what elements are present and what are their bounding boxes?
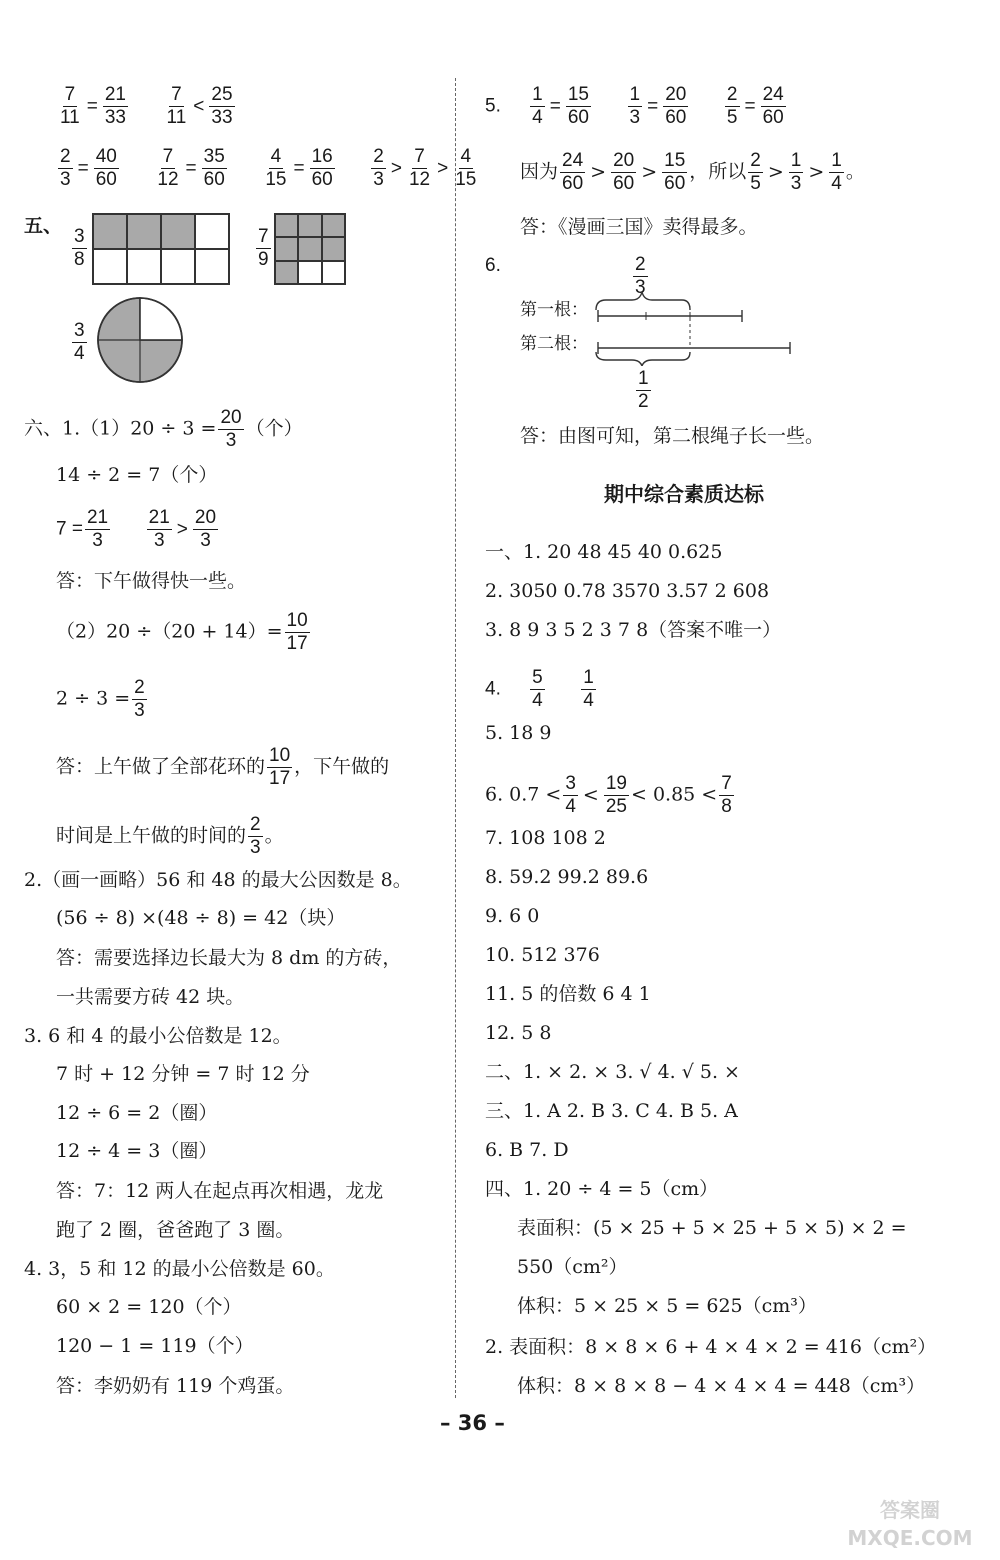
r-rest-line: 8. 59.2 99.2 89.6: [485, 866, 649, 888]
circle-3-of-4-figure: [96, 296, 184, 384]
r-q6-answer: 答：由图可知，第二根绳子长一些。: [520, 425, 825, 447]
six-q1-part2: （2）20 ÷（20 + 14）= $\frac{10}{17}$: [56, 610, 308, 654]
r-rest-line: 12. 5 8: [485, 1022, 552, 1044]
fraction-line-2: $\frac{2}{3}$ = $\frac{40}{60}$ $\frac{7}{12}$ = $\frac{35}{60}$ $\frac{4}{15}$ = $\frac{16}{60}$ $\frac{2}{3}$ > $\frac{7}{12}$ > $\frac{4}{15}$: [60, 146, 477, 190]
r-item: 一、1. 20 48 45 40 0.625: [485, 541, 723, 563]
q3-line: 12 ÷ 4 = 3（圈）: [56, 1140, 218, 1162]
r-item-5: 5. 18 9: [485, 722, 552, 744]
r-item: 3. 8 9 3 5 2 3 7 8（答案不唯一）: [485, 619, 782, 641]
q3-line: 跑了 2 圈，爸爸跑了 3 圈。: [56, 1219, 295, 1241]
six-answer-2a: 答：上午做了全部花环的 $\frac{10}{17}$ ，下午做的: [56, 745, 390, 789]
r-rest-line: 2. 表面积：8 × 8 × 6 + 4 × 4 × 2 = 416（cm²）: [485, 1336, 937, 1358]
circle-fraction-label: $\frac{3}{4}$: [74, 320, 85, 364]
grid-7-of-9-figure: [274, 213, 346, 285]
r-rest-line: 550（cm²）: [517, 1256, 628, 1278]
q2-line: 答：需要选择边长最大为 8 dm 的方砖，: [56, 947, 402, 969]
q4-line: 4. 3，5 和 12 的最小公倍数是 60。: [24, 1258, 335, 1280]
fraction-line-1: $\frac{7}{11}$ = $\frac{21}{33}$ $\frac{7}{11}$ < $\frac{25}{33}$: [60, 84, 233, 128]
six-q1-part1: 六、1.（1）20 ÷ 3 = $\frac{20}{3}$ （个）: [24, 407, 303, 451]
r-rest-line: 三、1. A 2. B 3. C 4. B 5. A: [485, 1100, 738, 1122]
r-item-4: 4. $\frac{5}{4}$ $\frac{1}{4}$: [485, 667, 594, 711]
six-answer-1: 答：下午做得快一些。: [56, 570, 247, 592]
rect-fraction-label: $\frac{3}{8}$: [74, 226, 85, 270]
rope-1-label: 第一根：: [520, 300, 588, 320]
rope-bottom-fraction: $\frac{1}{2}$: [638, 368, 649, 412]
q3-line: 12 ÷ 6 = 2（圈）: [56, 1102, 218, 1124]
r-q6-label: 6.: [485, 255, 501, 276]
r-rest-line: 四、1. 20 ÷ 4 = 5（cm）: [485, 1178, 719, 1200]
q2-line: 一共需要方砖 42 块。: [56, 986, 245, 1008]
q4-line: 120 − 1 = 119（个）: [56, 1335, 254, 1357]
r-rest-line: 9. 6 0: [485, 905, 540, 927]
q4-line: 答：李奶奶有 119 个鸡蛋。: [56, 1375, 295, 1397]
six-line-2: 14 ÷ 2 = 7（个）: [56, 464, 218, 486]
r-rest-line: 7. 108 108 2: [485, 827, 606, 849]
r-rest-line: 11. 5 的倍数 6 4 1: [485, 983, 651, 1005]
r-q5-line-1: 5. $\frac{1}{4}$ = $\frac{15}{60}$ $\frac{1}{3}$ = $\frac{20}{60}$ $\frac{2}{5}$ = $\frac{24}{60}$: [485, 84, 784, 128]
q3-line: 3. 6 和 4 的最小公倍数是 12。: [24, 1025, 292, 1047]
r-rest-line: 体积：5 × 25 × 5 = 625（cm³）: [517, 1295, 817, 1317]
r-rest-line: 体积：8 × 8 × 8 − 4 × 4 × 4 = 448（cm³）: [517, 1375, 926, 1397]
r-rest-line: 表面积：(5 × 25 + 5 × 25 + 5 × 5) × 2 =: [517, 1217, 907, 1239]
q4-line: 60 × 2 = 120（个）: [56, 1296, 242, 1318]
r-rest-line: 6. B 7. D: [485, 1139, 569, 1161]
rope-top-fraction: $\frac{2}{3}$: [635, 254, 646, 298]
rect-3-of-8-figure: [92, 213, 230, 285]
q2-line: 2.（画一画略）56 和 48 的最大公因数是 8。: [24, 869, 412, 891]
six-line-p3: 2 ÷ 3 = $\frac{2}{3}$: [56, 677, 145, 721]
q3-line: 7 时 + 12 分钟 = 7 时 12 分: [56, 1063, 310, 1085]
grid-fraction-label: $\frac{7}{9}$: [258, 226, 269, 270]
section-wu-label: 五、: [24, 215, 63, 237]
q3-line: 答：7：12 两人在起点再次相遇，龙龙: [56, 1180, 384, 1202]
q2-line: (56 ÷ 8) ×(48 ÷ 8) = 42（块）: [56, 907, 346, 929]
rope-2-label: 第二根：: [520, 334, 588, 354]
six-answer-2b: 时间是上午做的时间的 $\frac{2}{3}$ 。: [56, 814, 284, 858]
r-item-6: 6. 0.7 < $\frac{3}{4}$ < $\frac{19}{25}$ < 0.85 < $\frac{7}{8}$: [485, 773, 732, 817]
r-rest-line: 二、1. × 2. × 3. √ 4. √ 5. ×: [485, 1061, 740, 1083]
section-title: 期中综合素质达标: [604, 482, 764, 506]
column-divider: [455, 78, 456, 1398]
r-q5-answer: 答：《漫画三国》卖得最多。: [520, 216, 758, 238]
rope-diagram: [590, 286, 800, 366]
r-rest-line: 10. 512 376: [485, 944, 600, 966]
watermark-logo: 答案圈 MXQE.COM: [847, 1498, 973, 1550]
six-line-3: 7 = $\frac{21}{3}$ $\frac{21}{3}$ > $\frac{20}{3}$: [56, 507, 217, 551]
page-number: – 36 –: [440, 1411, 505, 1435]
r-q5-line-2: 因为 $\frac{24}{60}$ > $\frac{20}{60}$ > $\frac{15}{60}$ ，所以 $\frac{2}{5}$ > $\frac{1}{3}$ > $\frac{1}{4}$ 。: [520, 150, 865, 194]
r-item: 2. 3050 0.78 3570 3.57 2 608: [485, 580, 770, 602]
